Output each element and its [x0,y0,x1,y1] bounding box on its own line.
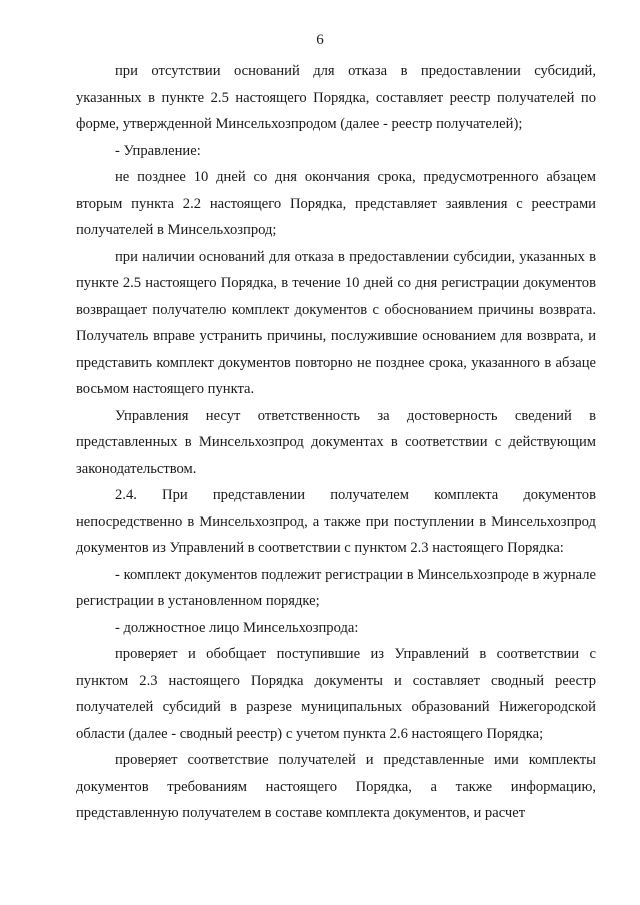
paragraph-9: проверяет и обобщает поступившие из Управлений в соответствии с пунктом 2.3 настоящего Порядка документы и составляет сводный реестр получателей субсидий в разрезе муниципальных образований Нижегородской области (далее - сводный реестр) с учетом пункта 2.6 настоящего Порядка; [76,646,596,742]
page-number: 6 [316,32,324,48]
document-body [76,58,596,827]
paragraph-3: не позднее 10 дней со дня окончания срока, предусмотренного абзацем вторым пункта 2.2 настоящего Порядка, представляет заявления с реестрами получателей в Минсельхозпрод; [76,169,596,238]
paragraph-4: при наличии оснований для отказа в предоставлении субсидии, указанных в пункте 2.5 настоящего Порядка, в течение 10 дней со дня регистрации документов возвращает получателю комплект документов с обоснованием причины возврата. Получатель вправе устранить причины, послужившие основанием для возврата, и представить комплект документов повторно не позднее срока, указанного в абзаце восьмом настоящего пункта. [76,248,596,397]
paragraph-5: Управления несут ответственность за достоверность сведений в представленных в Минсельхозпрод документах в соответствии с действующим законодательством. [76,407,596,477]
paragraph-2: - Управление: [115,142,201,159]
paragraph-7: - комплект документов подлежит регистрации в Минсельхозпроде в журнале регистрации в установленном порядке; [76,566,596,609]
paragraph-10: проверяет соответствие получателей и представленные ими комплекты документов требованиям настоящего Порядка, а также информацию, представленную получателем в составе комплекта документов, и расчет [76,752,596,821]
paragraph-1: при отсутствии оснований для отказа в предоставлении субсидий, указанных в пункте 2.5 настоящего Порядка, составляет реестр получателей по форме, утвержденной Минсельхозпродом (далее - реестр получателей); [76,63,596,132]
paragraph-8: - должностное лицо Минсельхозпрода: [115,619,359,636]
paragraph-6: 2.4. При представлении получателем комплекта документов непосредственно в Минсельхозпрод, а также при поступлении в Минсельхозпрод документов из Управлений в соответствии с пунктом 2.3 настоящего Порядка: [76,487,596,556]
